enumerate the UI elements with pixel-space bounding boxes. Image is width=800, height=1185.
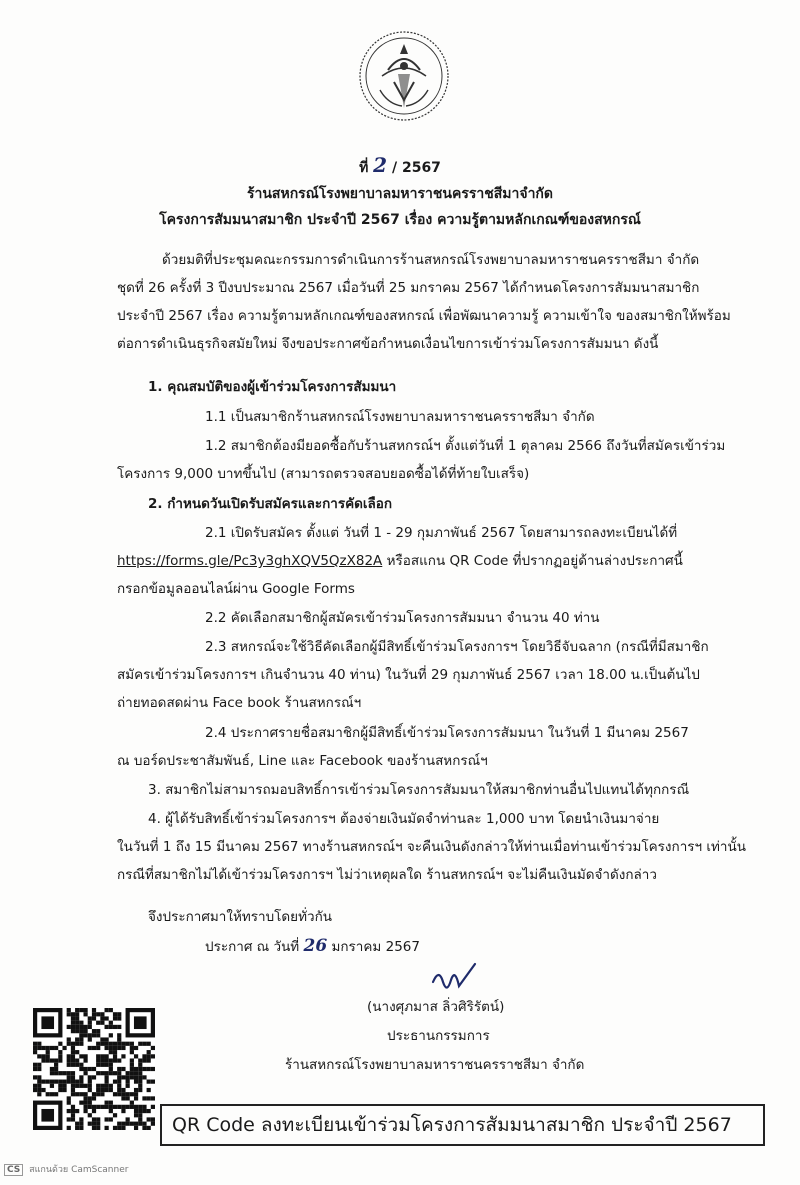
item-1-2-line-1: 1.2 สมาชิกต้องมียอดซื้อกับร้านสหกรณ์ฯ ตั้งแต่วันที่ 1 ตุลาคม 2566 ถึงวันที่สมัครเข้าร่วม	[205, 438, 726, 454]
number-suffix: / 2567	[391, 160, 441, 176]
signer-name: (นางศุภมาส ลิ่วศิริรัตน์)	[367, 999, 505, 1015]
item-1-2-line-2: โครงการ 9,000 บาทขึ้นไป (สามารถตรวจสอบยอดซื้อได้ที่ท้ายใบเสร็จ)	[117, 466, 530, 482]
item-2-4-line-1: 2.4 ประกาศรายชื่อสมาชิกผู้มีสิทธิ์เข้าร่วมโครงการสัมมนา ในวันที่ 1 มีนาคม 2567	[205, 725, 689, 741]
item-2-1-line-1: 2.1 เปิดรับสมัคร ตั้งแต่ วันที่ 1 - 29 กุมภาพันธ์ 2567 โดยสามารถลงทะเบียนได้ที่	[205, 525, 678, 541]
announce-day-handwritten: 26	[303, 936, 328, 956]
registration-form-link[interactable]: https://forms.gle/Pc3y3ghXQV5QzX82A	[117, 553, 383, 569]
item-2-1-line-2	[117, 549, 683, 571]
qr-instruction: หรือสแกน QR Code ที่ปรากฏอยู่ด้านล่างประกาศนี้	[386, 553, 683, 569]
item-1-1: 1.1 เป็นสมาชิกร้านสหกรณ์โรงพยาบาลมหาราชนครราชสีมา จำกัด	[205, 409, 595, 425]
camscanner-badge: CS	[4, 1164, 23, 1176]
qr-caption-box: QR Code ลงทะเบียนเข้าร่วมโครงการสัมมนาสมาชิก ประจำปี 2567	[160, 1104, 765, 1146]
camscanner-text: สแกนด้วย CamScanner	[29, 1165, 129, 1175]
section-1-title: 1. คุณสมบัติของผู้เข้าร่วมโครงการสัมมนา	[148, 379, 397, 395]
item-2-1-line-3: กรอกข้อมูลออนไลน์ผ่าน Google Forms	[117, 581, 355, 597]
announcement-date	[205, 935, 420, 957]
intro-line-1: ด้วยมติที่ประชุมคณะกรรมการดำเนินการร้านสหกรณ์โรงพยาบาลมหาราชนครราชสีมา จำกัด	[162, 252, 700, 268]
section-4-line-2: ในวันที่ 1 ถึง 15 มีนาคม 2567 ทางร้านสหกรณ์ฯ จะคืนเงินดังกล่าวให้ท่านเมื่อท่านเข้าร่วมโครงการฯ เท่านั้น	[117, 839, 746, 855]
organization-heading: ร้านสหกรณ์โรงพยาบาลมหาราชนครราชสีมาจำกัด	[246, 186, 553, 202]
item-2-3-line-2: สมัครเข้าร่วมโครงการฯ เกินจำนวน 40 ท่าน) ในวันที่ 29 กุมภาพันธ์ 2567 เวลา 18.00 น.เป็นต้นไป	[117, 667, 700, 683]
announce-suffix: มกราคม 2567	[331, 939, 420, 955]
number-prefix: ที่	[359, 160, 369, 176]
section-4-line-3: กรณีที่สมาชิกไม่ได้เข้าร่วมโครงการฯ ไม่ว่าเหตุผลใด ร้านสหกรณ์ฯ จะไม่คืนเงินมัดจำดังกล่าว	[117, 867, 657, 883]
announce-prefix: ประกาศ ณ วันที่	[205, 939, 300, 955]
project-heading: โครงการสัมมนาสมาชิก ประจำปี 2567 เรื่อง ความรู้ตามหลักเกณฑ์ของสหกรณ์	[159, 212, 641, 228]
item-2-2: 2.2 คัดเลือกสมาชิกผู้สมัครเข้าร่วมโครงการสัมมนา จำนวน 40 ท่าน	[205, 610, 600, 626]
scanner-footer	[4, 1162, 128, 1176]
registration-qr-code[interactable]	[33, 1008, 155, 1130]
intro-line-3: ประจำปี 2567 เรื่อง ความรู้ตามหลักเกณฑ์ของสหกรณ์ เพื่อพัฒนาความรู้ ความเข้าใจ ของสมาชิกให้พร้อม	[117, 308, 731, 324]
document-number	[0, 153, 800, 179]
item-2-4-line-2: ณ บอร์ดประชาสัมพันธ์, Line และ Facebook ของร้านสหกรณ์ฯ	[117, 753, 488, 769]
signer-position: ประธานกรรมการ	[387, 1028, 490, 1044]
document-number-handwritten: 2	[373, 153, 388, 177]
intro-line-4: ต่อการดำเนินธุรกิจสมัยใหม่ จึงขอประกาศข้อกำหนดเงื่อนไขการเข้าร่วมโครงการสัมมนา ดังนี้	[117, 336, 659, 352]
intro-line-2: ชุดที่ 26 ครั้งที่ 3 ปีงบประมาณ 2567 เมื่อวันที่ 25 มกราคม 2567 ได้กำหนดโครงการสัมมนาสมาชิก	[117, 280, 700, 296]
item-2-3-line-3: ถ่ายทอดสดผ่าน Face book ร้านสหกรณ์ฯ	[117, 695, 362, 711]
signer-organization: ร้านสหกรณ์โรงพยาบาลมหาราชนครราชสีมา จำกัด	[285, 1057, 585, 1073]
item-2-3-line-1: 2.3 สหกรณ์จะใช้วิธีคัดเลือกผู้มีสิทธิ์เข้าร่วมโครงการฯ โดยวิธีจับฉลาก (กรณีที่มีสมาชิก	[205, 639, 709, 655]
section-4-line-1: 4. ผู้ได้รับสิทธิ์เข้าร่วมโครงการฯ ต้องจ่ายเงินมัดจำท่านละ 1,000 บาท โดยนำเงินมาจ่าย	[148, 811, 660, 827]
section-3: 3. สมาชิกไม่สามารถมอบสิทธิ์การเข้าร่วมโครงการสัมมนาให้สมาชิกท่านอื่นไปแทนได้ทุกกรณี	[148, 782, 690, 798]
signature-mark	[425, 960, 485, 1000]
emblem-logo	[358, 30, 450, 122]
closing-text: จึงประกาศมาให้ทราบโดยทั่วกัน	[148, 909, 332, 925]
section-2-title: 2. กำหนดวันเปิดรับสมัครและการคัดเลือก	[148, 496, 393, 512]
